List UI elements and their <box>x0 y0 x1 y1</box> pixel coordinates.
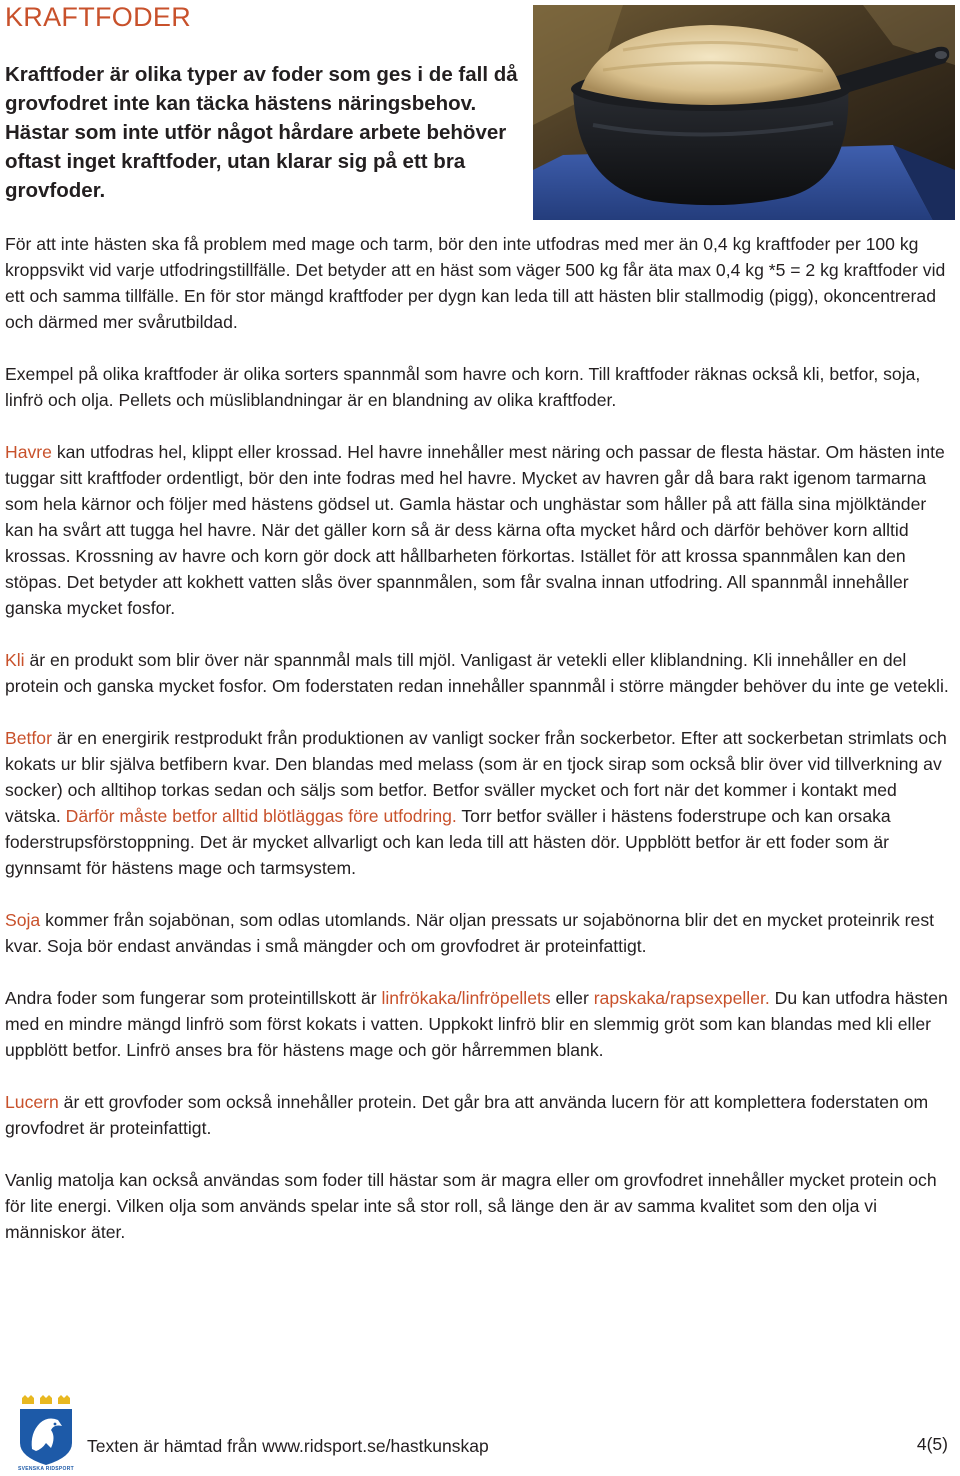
feed-scoop-photo <box>533 5 955 220</box>
paragraph-havre: Havre kan utfodras hel, klippt eller krossad. Hel havre innehåller mest näring och passar de flesta hästar. Om hästen inte tuggar sitt kraftfoder ordentligt, bör den inte fodras med hel havre. Mycket av havren går då bara rakt igenom tarmarna som hela kärnor och följer med hästens gödsel ut. Gamla hästar och unghästar som håller på att fälla sina mjölktänder kan ha svårt att tugga hel havre. När det gäller korn så är dess kärna ofta mycket hård och därför behöver korn alltid krossas. Krossning av havre och korn gör dock att hållbarheten förkortas. Istället för att krossa spannmålen kan den stöpas. Det betyder att kokhett vatten slås över spannmålen, som får svalna innan utfodring. All spannmål innehåller ganska mycket fosfor. <box>5 442 945 618</box>
paragraph-protein-supplements: Andra foder som fungerar som proteintillskott är linfrökaka/linfröpellets eller rapskaka/rapsexpeller. Du kan utfodra hästen med en mindre mängd linfrö som först kokats i vatten. Uppkokt linfrö blir en slemmig gröt som kan blandas med kli eller uppblött betfor. Linfrö anses bra för hästens mage och gör hårremmen blank. <box>5 988 948 1060</box>
svenska-ridsport-logo <box>14 1393 78 1471</box>
page-title: KRAFTFODER <box>5 2 192 32</box>
paragraph-lucern: Lucern är ett grovfoder som också innehåller protein. Det går bra att använda lucern för att komplettera foderstaten om grovfodret är proteinfattigt. <box>5 1092 929 1138</box>
betfor-warning: Därför måste betfor alltid blötläggas före utfodring. <box>65 806 457 826</box>
article-body <box>5 231 953 1271</box>
term-havre: Havre <box>5 442 52 462</box>
term-rapskaka: rapskaka/rapsexpeller. <box>593 988 770 1008</box>
paragraph-kli: Kli är en produkt som blir över när spannmål mals till mjöl. Vanligast är vetekli eller kliblandning. Kli innehåller en del protein och ganska mycket fosfor. Om foderstaten redan innehåller spannmål i större mängder behöver du inte ge vetekli. <box>5 650 949 696</box>
page-number: 4(5) <box>916 1434 948 1454</box>
footer-source: Texten är hämtad från www.ridsport.se/hastkunskap <box>87 1436 489 1456</box>
paragraph-portion-rule: För att inte hästen ska få problem med mage och tarm, bör den inte utfodras med mer än 0,4 kg kraftfoder per 100 kg kroppsvikt vid varje utfodringstillfälle. Det betyder att en häst som väger 500 kg får äta max 0,4 kg *5 = 2 kg kraftfoder vid ett och samma tillfälle. En för stor mängd kraftfoder per dygn kan leda till att hästen blir stallmodig (pigg), okoncentrerad och därmed mer svårutbildad. <box>5 234 946 332</box>
term-betfor: Betfor <box>5 728 52 748</box>
term-soja: Soja <box>5 910 41 930</box>
paragraph-soja: Soja kommer från sojabönan, som odlas utomlands. När oljan pressats ur sojabönorna blir det en mycket proteinrik rest kvar. Soja bör endast användas i små mängder och om grovfodret är proteinfattigt. <box>5 910 935 956</box>
paragraph-betfor: Betfor är en energirik restprodukt från produktionen av vanligt socker från sockerbetor. Efter att sockerbetan strimlats och kokats ur blir själva betfibern kvar. Den blandas med melass (som är en tjock sirap som också blir över vid tillverkning av socker) och alltihop torkas sedan och säljs som betfor. Betfor sväller mycket och fort när det kommer i kontakt med vätska. Därför måste betfor alltid blötläggas före utfodring. Torr betfor sväller i hästens foderstrupe och kan orsaka foderstrupsförstoppning. Det är mycket allvarligt och kan leda till att hästen dör. Uppblött betfor är ett foder som är gynnsamt för hästens mage och tarmsystem. <box>5 728 947 878</box>
term-lucern: Lucern <box>5 1092 59 1112</box>
paragraph-oil: Vanlig matolja kan också användas som foder till hästar som är magra eller om grovfodret innehåller mycket protein och för lite energi. Vilken olja som används spelar inte så stor roll, så länge den är av samma kvalitet som den olja vi människor äter. <box>5 1170 937 1242</box>
paragraph-examples: Exempel på olika kraftfoder är olika sorters spannmål som havre och korn. Till kraftfoder räknas också kli, betfor, soja, linfrö och olja. Pellets och müsliblandningar är en blandning av olika kraftfoder. <box>5 364 921 410</box>
svg-text:SVENSKA RIDSPORT: SVENSKA RIDSPORT <box>17 1466 75 1471</box>
term-kli: Kli <box>5 650 25 670</box>
term-linfrokaka: linfrökaka/linfröpellets <box>381 988 551 1008</box>
intro-text: Kraftfoder är olika typer av foder som ges i de fall då grovfodret inte kan täcka hästens näringsbehov. Hästar som inte utför något hårdare arbete behöver oftast inget kraftfoder, utan klarar sig på ett bra grovfoder. <box>5 63 518 202</box>
